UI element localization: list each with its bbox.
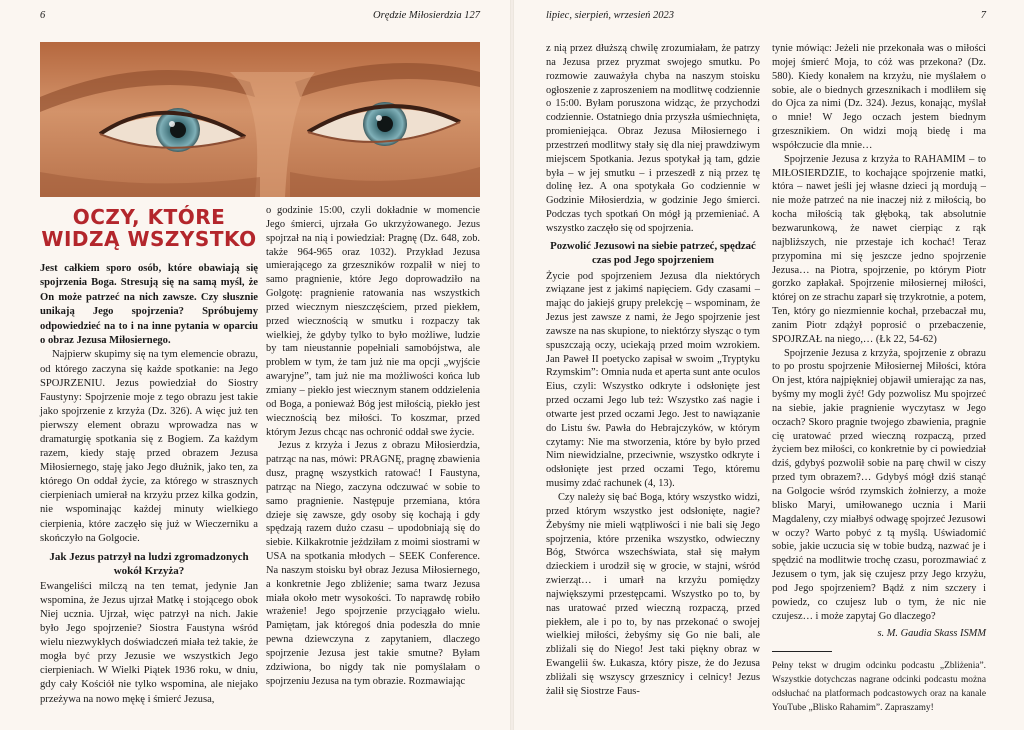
paragraph: Najpierw skupimy się na tym elemencie obrazu, od którego zaczyna się każde spotkanie: na Jego SPOJRZENIU. Jezus powiedział do Siostry Faustyny: Spojrzenie moje z tego obrazu jest takie jako spojrzenie z krzyża (Dz. 326). A więc już ten pierwszy element obrazu wprowadza nas w dramaturgię spotkania się z Bogiem. Za każdym razem, kiedy staję przed obrazem Jezusa Miłosiernego, staję jako Jego dłużnik, jako ten, za którego On oddał życie, za którego w strasznych cierpieniach umierał na krzyżu przez kilka godzin, nie wspominając każdej minuty wielkiego cierpienia, które zaczęło się już w Wieczerniku a skończyło na Golgocie. (40, 349, 258, 544)
paragraph: Jezus z krzyża i Jezus z obrazu Miłosierdzia, patrząc na nas, mówi: PRAGNĘ, pragnę zbawienia dusz, pragnę wszystkich ratować! I Faustyna, patrząc na Niego, zaczyna odczuwać w sobie to samo pragnienie. Następuje przemiana, która dzieje się zawsze, gdy osoby się kochają i gdy spędzają razem dużo czasu – upodobniają się do siebie. Kilkakrotnie jeździłam z moimi siostrami w USA na spotkania młodych – SEEK Conference. Na naszym stoisku był obraz Jezusa Miłosiernego, a konkretnie Jego zbliżenie; sama twarz Jezusa miała około metr wysokości. To naprawdę robiło wrażenie! Jego spojrzenie przyciągało wielu. Pamiętam, jak któregoś dnia podeszła do mnie pewna dziewczyna z zapytaniem, dlaczego spojrzenie Jezusa jest takie smutne? Byłam zdziwiona, bo nigdy tak nie pomyślałam o spojrzeniu Jezusa na tym obrazie. Rozmawiając (266, 440, 480, 687)
right-running-date: lipiec, sierpień, wrzesień 2023 (546, 10, 675, 21)
paragraph: Spojrzenie Jezusa z krzyża to RAHAMIM – to MIŁOSIERDZIE, to kochające spojrzenie matki, która – nawet jeśli jej własne dzieci ją mordują – nie może patrzeć na nie inaczej niż z miłością, bo kocha miłością tak głęboką, tak absolutnie bezwarunkową, że nawet cierpiąc z rąk najbliższych, nie przestaje ich kochać! Teraz przypomina mi się jeszcze jedno spojrzenie Jezusa… na Piotra, spojrzenie, po którym Piotr gorzko zapłakał. Spojrzenie miłosiernej miłości, której on ze strachu zaparł się trzykrotnie, a potem, Ten, który go niezmiennie kochał, przebaczał mu, zanim Piotr zdążył poprosić o przebaczenie, SPOJRZAŁ na niego,… (Łk 22, 54-62) (772, 153, 986, 345)
subheading-2: Pozwolić Jezusowi na siebie patrzeć, spędzać czas pod Jego spojrzeniem (550, 239, 756, 266)
paragraph: o godzinie 15:00, czyli dokładnie w momencie Jego śmierci, ujrzała Go ukrzyżowanego. Jezus spojrzał na nią i powiedział: Pragnę (Dz. 648, zob. także 964-965 oraz 1032). Przykład Jezusa umierającego za grzeszników rozpalił w niej to samo pragnienie, które Jego doprowadziło na Golgotę: pragnienie ratowania nas wszystkich przed wiecznym nieszczęściem, przed piekłem, przed wiecznością w smutku i rozpaczy tak wielkiej, że gdyby tylko to było możliwe, ludzie by tam nieustannie popełniali samobójstwa, ale problem w tym, że tam już nie ma opcji „wyjście awaryjne”, tam już nie ma możliwości końca lub zmiany – piekło jest wiecznym stanem oddzielenia od Boga, a ponieważ Bóg jest miłością, piekło jest wiecznością bez miłości. To koszmar, przed którym Jezus chcąc nas ochronić oddał swe życie. (266, 205, 480, 438)
column-2 (266, 204, 480, 689)
page-gutter (510, 0, 514, 730)
paragraph: tynie mówiąc: Jeżeli nie przekonała was o miłości mojej śmierć Moja, to cóż was przekona? (Dz. 580). Kiedy konałem na krzyżu, nie myślałem o sobie, ale o biednych grzesznikach i modliłem się do Ojca za nimi (Dz. 324). Jezus, konając, myślał o mnie! W Jego oczach jestem biednym grzesznikiem. On widzi moją biedę i ma współczucie dla mnie… (772, 43, 986, 151)
article-lead: Jest całkiem sporo osób, które obawiają się spojrzenia Boga. Stresują się na samą myśl, że On może patrzeć na nich zawsze. Czy słusznie unikają Jego spojrzenia? Spróbujemy odpowiedzieć na to i na inne pytania w oparciu o obraz Jezusa Miłosiernego. (40, 263, 258, 347)
paragraph: z nią przez dłuższą chwilę zrozumiałam, że patrzy na Jezusa przez pryzmat swojego smutku. Po rozmowie zauważyła chyba na naszym stoisku ogłoszenie z zaproszeniem na modlitwę codziennie o 15:00. Byłam poruszona widząc, że przychodzi codziennie. Ostatniego dnia przyszła uśmiechnięta, promieniejąca. Obraz Jezusa Miłosiernego i przestrzeń modlitwy stały się dla niej prawdziwym miejscem Spotkania. Jezus spotykał ją tam, gdzie była – w jej smutku – i przeszedł z nią przez tę dolinę łez. A ona spotykała Go codziennie w Godzinie Miłosierdzia, w godzinie Jego śmierci. Podczas tych spotkań On mógł ją przemieniać. A wszystko zaczęło się od spojrzenia. (546, 43, 760, 234)
subheading-1: Jak Jezus patrzył na ludzi zgromadzonych wokół Krzyża? (49, 550, 249, 577)
paragraph: Spojrzenie Jezusa z krzyża, spojrzenie z obrazu to po prostu spojrzenie Miłosiernej Miłości, która On jest, która najpiękniej objawił umierając za nas, byśmy my mogli żyć! Gdy pozwolisz Mu spojrzeć na siebie, jakie pragnienie wyczytasz w Jego oczach? Skoro pragnie twojego zbawienia, pragnie cię uratować przed wieczną rozpaczą, przed życiem bez miłości, co konkretnie by ci powiedział dziś, gdybyś pozwolił sobie na parę chwil w ciszy przed tym obrazem?… Gdybyś mógł dziś stanąć na Golgocie wśród rzymskich żołnierzy, a może blisko Maryi, umiłowanego ucznia i Marii Magdaleny, czy miałbyś odwagę spojrzeć Jezusowi w oczy? Warto pobyć z tą myślą. Uświadomić sobie, jakie uczucia się w tobie budzą, nazwać je i spędzić na modlitwie trochę czasu, porozmawiać z Jezusem o tym, jak się czujesz przy Jego krzyżu, pod Jego spojrzeniem? Bądź z nim szczery i powiedz, co czujesz lub o tym, że nic nie czujesz… i może zapytaj Go dlaczego? (772, 347, 986, 622)
column-1 (40, 262, 258, 707)
left-page-number: 6 (40, 10, 46, 21)
footnote: Pełny tekst w drugim odcinku podcastu „Zbliżenia”. Wszystkie dotychczas nagrane odcinki podcastu można odsłuchać na platformach podcastowych oraz na kanale YouTube „Blisko Rahamim”. Zapraszamy! (772, 661, 986, 713)
article-title: OCZY, KTÓRE WIDZĄ WSZYSTKO (41, 205, 257, 251)
paragraph: Ewangeliści milczą na ten temat, jedynie Jan wspomina, że Jezus ujrzał Matkę i stojącego obok Niej ucznia. Ujrzał, więc patrzył na nich. Jakie było Jego spojrzenie? Siostra Faustyna wśród wielu niezwykłych doświadczeń miała też takie, że mogła być przy Jezusie we wszystkich Jego cierpieniach. W Wielki Piątek 1936 roku, w dniu, gdy cały Kościół nie tylko wspomina, ale niejako przeżywa na nowo mękę i śmierć Jezusa, (40, 580, 258, 705)
eyes-illustration (40, 42, 480, 197)
column-3 (546, 42, 760, 699)
paragraph: Życie pod spojrzeniem Jezusa dla niektórych związane jest z jakimś napięciem. Gdy czasami – mając do jakiejś grupy prelekcję – wspominam, że Jezus jest zawsze z nami, że Jego spojrzenie jest zawsze na nas skupione, to niektórzy słysząc o tym spuszczają oczy, uciekają przed moim wzrokiem. Jan Paweł II poetycko zapisał w swoim „Tryptyku Rzymskim”: Omnia nuda et aperta sunt ante oculos Eius, czyli: Wszystko odkryte i odsłonięte jest przed oczami Jego lub też: Wszystko zaś nagie i otwarte jest przed oczami Jego. Jest to nawiązanie do Listu św. Pawła do Hebrajczyków, w którym czytamy: Nie ma stworzenia, które by było przed Nim niewidzialne, przeciwnie, wszystko odkryte i odsłonięte jest przed oczami Tego, któremu musimy zdać rachunek (4, 13). (546, 270, 760, 490)
footnote-rule (772, 651, 832, 652)
paragraph: Czy należy się bać Boga, który wszystko widzi, przed którym wszystko jest odsłonięte, nagie? Żebyśmy nie mieli wątpliwości i nie bali się Jego spojrzenia, które przenika wszystko, odwieczny Bóg, Stwórca wszechświata, stał się małym dzieckiem i urodził się w grocie, w stajni, wśród zwierząt… i umarł na krzyżu pomiędzy największymi przestępcami. Wszystko po to, by nas uratować przed wieczną rozpaczą, przed piekłem, ale i po to, by nas przekonać o swojej wielkiej miłości, żebyśmy się Go nie bali, ale zbliżali się do Niego! Jest taki piękny obraz w Ewangelii św. Łukasza, który pisze, że do Jezusa zbliżali się wszyscy grzesznicy i celnicy! Jezus żalił się Siostrze Faus- (546, 492, 760, 697)
right-page-number: 7 (980, 10, 986, 21)
left-running-title: Orędzie Miłosierdzia 127 (373, 10, 480, 21)
column-4 (772, 42, 986, 716)
author-signature: s. M. Gaudia Skass ISMM (877, 628, 986, 640)
eyes-photo (40, 42, 480, 197)
